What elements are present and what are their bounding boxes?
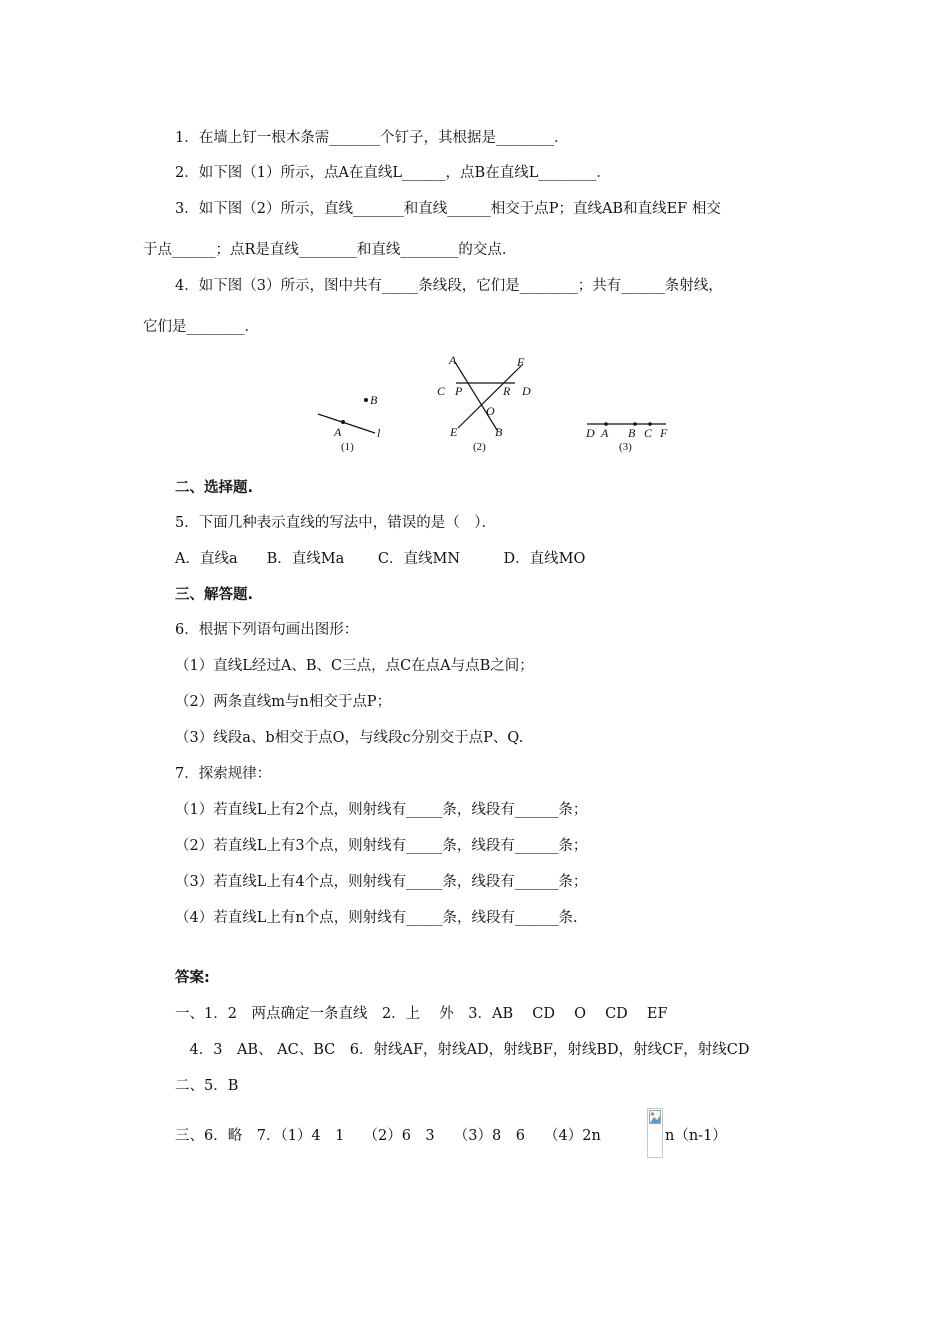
question-6-part1: （1）直线L经过A、B、C三点，点C在点A与点B之间； <box>175 658 534 674</box>
section-3-heading: 三、解答题. <box>175 587 254 603</box>
figure-1 <box>318 393 381 453</box>
question-4-line1: 4．如下图（3）所示，图中共有_____条线段，它们是________；共有______条射线， <box>175 278 723 294</box>
question-6-part3: （3）线段a、b相交于点O，与线段c分别交于点P、Q. <box>175 730 524 746</box>
fig1-label-a: A <box>334 425 342 439</box>
fig2-label-f: F <box>517 355 525 369</box>
answer-line-4: 三、6．略 7．（1）4 1 （2）6 3 （3）8 6 （4）2n <box>175 1128 601 1144</box>
fig1-label-b: B <box>370 393 378 407</box>
question-7-part2: （2）若直线L上有3个点，则射线有_____条，线段有______条； <box>175 838 588 854</box>
fig3-label-a: A <box>601 426 609 440</box>
figure-3 <box>585 422 668 453</box>
broken-image-icon <box>647 1108 663 1158</box>
question-6: 6．根据下列语句画出图形： <box>175 622 359 638</box>
fig2-label-p: P <box>455 384 463 398</box>
fig3-label-f: F <box>660 426 668 440</box>
question-7-part4: （4）若直线L上有n个点，则射线有_____条，线段有______条. <box>175 910 578 926</box>
fig3-label-d: D <box>586 426 595 440</box>
geometry-figures <box>300 348 690 460</box>
fig2-caption: (2) <box>473 441 486 453</box>
question-2: 2．如下图（1）所示，点A在直线L______，点B在直线L________． <box>175 165 611 181</box>
fig2-label-e: E <box>450 425 458 439</box>
answers-heading: 答案: <box>175 970 210 986</box>
fig3-label-c: C <box>644 426 653 440</box>
fig2-label-d: D <box>522 384 531 398</box>
fig3-caption: (3) <box>619 441 632 453</box>
fig1-caption: (1) <box>341 441 354 453</box>
question-5-options: A．直线a B．直线Ma C．直线MN D．直线MO <box>175 551 586 567</box>
question-3-line1: 3．如下图（2）所示，直线_______和直线______相交于点P；直线AB和直线EF 相交 <box>175 201 721 217</box>
fig3-label-b: B <box>628 426 636 440</box>
question-4-line2: 它们是________． <box>143 319 259 335</box>
answer-line-2: 4．3 AB、 AC、BC 6．射线AF，射线AD，射线BF，射线BD，射线CF，射线CD <box>175 1042 750 1058</box>
question-6-part2: （2）两条直线m与n相交于点P； <box>175 694 392 710</box>
answer-line-4-tail: n（n-1） <box>665 1128 727 1144</box>
question-3-line2: 于点______；点R是直线________和直线________的交点． <box>143 242 517 258</box>
answer-line-1: 一、1．2 两点确定一条直线 2．上 外 3．AB CD O CD EF <box>175 1006 668 1022</box>
question-7-part3: （3）若直线L上有4个点，则射线有_____条，线段有______条； <box>175 874 588 890</box>
question-7-part1: （1）若直线L上有2个点，则射线有_____条，线段有______条； <box>175 802 588 818</box>
question-5: 5．下面几种表示直线的写法中，错误的是（ ）． <box>175 515 496 531</box>
question-1: 1．在墙上钉一根木条需_______个钉子，其根据是________． <box>175 130 569 146</box>
question-7: 7．探索规律： <box>175 766 272 782</box>
fig2-label-r: R <box>503 384 511 398</box>
fig1-label-l: l <box>377 426 381 440</box>
fig2-label-a: A <box>449 353 457 367</box>
answer-line-3: 二、5．B <box>175 1078 239 1094</box>
figure-2 <box>437 353 531 453</box>
fig2-label-b: B <box>495 425 503 439</box>
fig2-label-o: O <box>486 404 495 418</box>
section-2-heading: 二、选择题. <box>175 480 254 496</box>
fig2-label-c: C <box>437 384 446 398</box>
